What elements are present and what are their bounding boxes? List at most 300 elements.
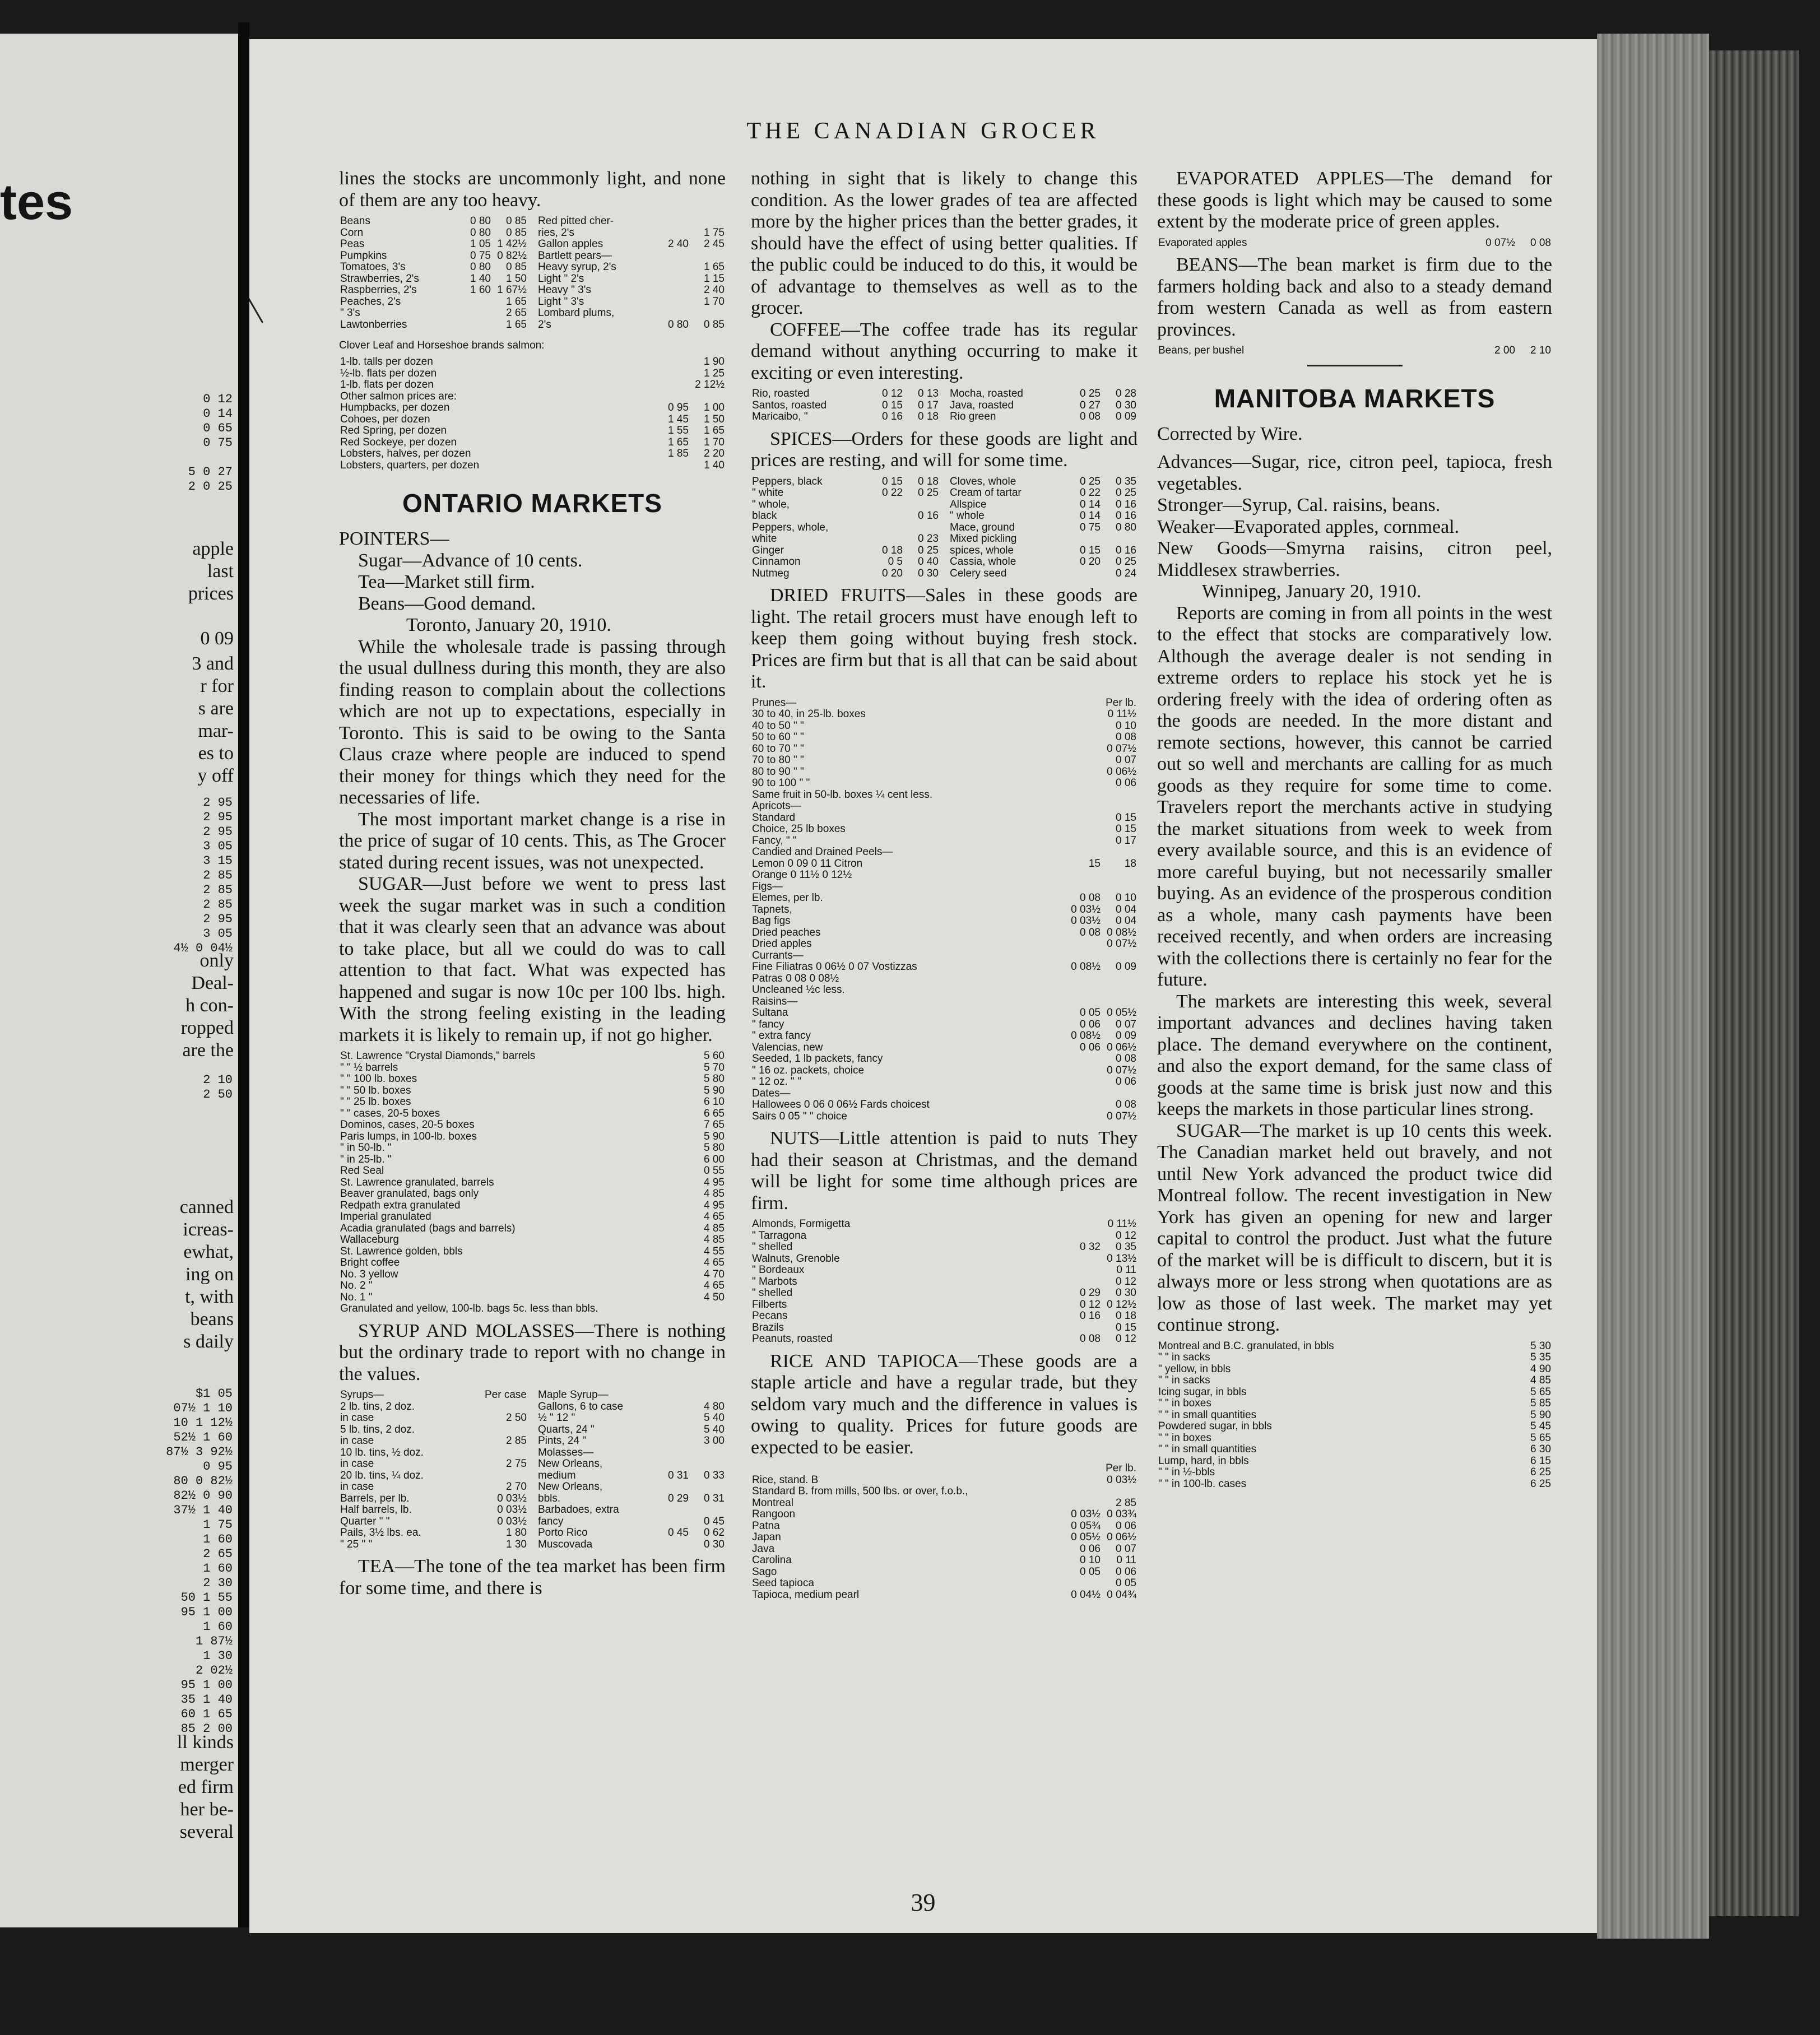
price-row: [1157, 1421, 1552, 1433]
fragment-line: prices: [188, 583, 234, 604]
price-label: Dried apples: [752, 938, 812, 950]
fragment-line: 52½ 1 60: [173, 1430, 233, 1444]
price-low: 0 27: [1080, 399, 1101, 411]
fragment-line: 80 0 82½: [173, 1474, 233, 1488]
price-row: [339, 368, 726, 380]
price-row: [751, 1590, 1138, 1601]
left-page-numbers-c: [203, 1073, 233, 1102]
price-label: Carolina: [752, 1554, 792, 1566]
col2-para-rice: RICE AND TAPIOCA—These goods are a staple article and have a regular trade, but they seldom vary much and the difference in values is owing to quality. Prices for future goods are expected to be easier.: [751, 1350, 1138, 1458]
price-label: Pints, 24 ": [538, 1435, 586, 1447]
price-row: [751, 904, 1138, 916]
price-low: 0 03½: [1071, 915, 1101, 927]
price-high: 0 08: [1116, 731, 1136, 743]
fragment-line: t, with: [185, 1286, 234, 1307]
price-label: Porto Rico: [538, 1527, 588, 1539]
fragment-line: 2 30: [203, 1576, 233, 1590]
price-label: in case: [340, 1458, 374, 1470]
price-low: [1066, 984, 1102, 996]
pointers-list: [339, 550, 726, 615]
price-row: [1157, 1375, 1552, 1387]
price-row: [751, 984, 1138, 996]
price-low: 0 05: [1080, 1565, 1101, 1578]
price-low: 0 29: [668, 1492, 689, 1504]
price-low: [654, 1504, 690, 1516]
fragment-line: are the: [182, 1040, 234, 1061]
price-low: [456, 319, 492, 331]
salmon-title: Clover Leaf and Horseshoe brands salmon:: [339, 340, 545, 351]
price-label: Fine Filiatras 0 06½ 0 07 Vostizzas: [752, 961, 917, 973]
col3-para-sugar: SUGAR—The market is up 10 cents this week. The Canadian market held out bravely, and not until New York advanced the product twice did Montreal follow. The recent investigation in New York has given an opening for new and larger capital to control the product. Just what the future of the market will be is difficult to discern, but it is always more or less strong when quotations are as low as those of last week. The market may yet continue strong.: [1157, 1120, 1552, 1335]
price-label: Prunes—: [752, 696, 797, 709]
price-high: 2 85: [1116, 1497, 1136, 1509]
price-high: [690, 250, 726, 262]
fragment-line: 82½ 0 90: [173, 1489, 233, 1503]
price-label: Icing sugar, in bbls: [1158, 1386, 1247, 1398]
price-row: [339, 1401, 528, 1413]
price-high: 0 30: [1116, 1287, 1136, 1299]
price-row: [751, 938, 1138, 950]
price-high: 0 11: [1116, 1554, 1136, 1566]
price-row: [339, 262, 528, 273]
price-value: 5 90: [1530, 1409, 1551, 1421]
price-high: 0 06½: [1107, 1531, 1136, 1543]
price-high: 0 12½: [1107, 1298, 1136, 1311]
manitoba-markets-heading: MANITOBA MARKETS: [1214, 383, 1496, 413]
price-low: 1 40: [470, 272, 491, 285]
fragment-line: 3 05: [203, 839, 233, 853]
price-label: Sairs 0 05 " " choice: [752, 1110, 847, 1122]
price-label: Elemes, per lb.: [752, 892, 823, 904]
price-row: [1157, 238, 1552, 249]
price-high: [690, 1390, 726, 1401]
price-high: 0 28: [1116, 388, 1136, 399]
price-high: 0 85: [704, 318, 725, 331]
fragment-line: 07½ 1 10: [173, 1401, 233, 1415]
price-row: [339, 391, 726, 403]
fragment-line: 10 1 12½: [173, 1416, 233, 1430]
price-row: [339, 1303, 726, 1315]
price-label: " in 25-lb. ": [340, 1153, 392, 1165]
syrup-tables: [339, 1385, 726, 1556]
price-label: Seed tapioca: [752, 1577, 814, 1589]
price-label: Dried peaches: [752, 926, 821, 938]
price-high: 0 11: [1116, 1264, 1136, 1276]
price-low: 0 22: [882, 487, 903, 499]
price-low: 0 80: [470, 215, 491, 227]
price-high: 0 82½: [497, 249, 527, 262]
price-value: 6 00: [704, 1153, 725, 1165]
price-row: [339, 216, 528, 227]
price-label: " " ½ barrels: [340, 1061, 398, 1074]
fragment-line: 1 30: [203, 1649, 233, 1663]
price-row: [537, 1413, 726, 1424]
price-label: Java: [752, 1542, 775, 1555]
price-row: [949, 476, 1138, 488]
fragment-line: 1 60: [203, 1620, 233, 1634]
price-high: 0 13½: [1107, 1252, 1136, 1265]
price-row: [949, 388, 1138, 400]
price-row: [1157, 1479, 1552, 1490]
price-label: ½ " 12 ": [538, 1412, 575, 1424]
price-row: [339, 1223, 726, 1235]
price-high: 0 06: [1116, 1076, 1136, 1088]
price-row: [339, 1200, 726, 1212]
fragment-line: 95 1 00: [180, 1678, 233, 1692]
price-row: [751, 1544, 1138, 1555]
price-high: 0 07½: [1107, 1064, 1136, 1076]
price-low: [1066, 1578, 1102, 1590]
price-row: [751, 1288, 1138, 1299]
fragment-line: y off: [197, 765, 234, 786]
price-row: [751, 522, 940, 534]
price-low: [1066, 709, 1102, 721]
fragment-line: 5 0 27: [188, 465, 233, 479]
price-low: [1066, 1076, 1102, 1088]
price-high: 1 65: [704, 425, 725, 436]
price-low: 0 07½: [1485, 236, 1515, 249]
price-label: Rio green: [950, 411, 996, 422]
price-low: [1066, 847, 1102, 858]
page-edges: [1597, 34, 1709, 1939]
price-high: 0 18: [1116, 1310, 1136, 1322]
price-label: medium: [538, 1469, 576, 1481]
main-page: [249, 39, 1597, 1933]
canned-right-table: [537, 216, 726, 331]
syrup-right-table: [537, 1390, 726, 1550]
corrected-by-wire: Corrected by Wire.: [1157, 423, 1303, 444]
left-page-words-d: [180, 1196, 234, 1353]
canned-left-table: [339, 216, 528, 331]
price-label: Uncleaned ½c less.: [752, 984, 845, 996]
price-row: [1157, 1341, 1552, 1353]
spices-left-table: [751, 476, 940, 580]
fragment-line: 2 02½: [195, 1664, 233, 1678]
price-label: Redpath extra granulated: [340, 1199, 461, 1211]
price-label: Peaches, 2's: [340, 295, 401, 308]
price-value: 4 85: [704, 1188, 725, 1200]
price-row: [751, 755, 1138, 766]
price-label: Beaver granulated, bags only: [340, 1188, 479, 1200]
price-row: [751, 1555, 1138, 1567]
price-low: 1 60: [470, 284, 491, 296]
price-high: 1 75: [704, 226, 725, 239]
price-label: No. 3 yellow: [340, 1268, 398, 1280]
fragment-line: 2 95: [203, 796, 233, 810]
price-label: 90 to 100 " ": [752, 777, 810, 789]
price-row: [339, 1131, 726, 1143]
price-label: Lemon 0 09 0 11 Citron: [752, 857, 863, 870]
price-row: [751, 568, 940, 580]
price-label: " whole,: [752, 498, 790, 510]
price-label: Walnuts, Grenoble: [752, 1252, 840, 1265]
new-goods-line: New Goods—Smyrna raisins, citron peel, Middlesex strawberries.: [1157, 538, 1552, 580]
price-row: [339, 402, 726, 414]
price-label: Red pitted cher-: [538, 215, 614, 227]
price-label: No. 1 ": [340, 1291, 373, 1303]
left-page-numbers-d: [166, 1387, 233, 1736]
price-row: [751, 709, 1138, 721]
spices-tables: [751, 472, 1138, 586]
price-label: Maple Syrup—: [538, 1389, 609, 1401]
column-1: [339, 168, 726, 1599]
price-label: Pecans: [752, 1310, 788, 1322]
price-high: 0 85: [506, 261, 527, 273]
price-low: 2 40: [668, 238, 689, 250]
fragment-line: her be-: [180, 1799, 234, 1820]
price-low: [654, 356, 690, 368]
price-low: [654, 1435, 690, 1447]
fragment-line: 2 85: [203, 898, 233, 912]
price-value: 0 55: [704, 1165, 725, 1177]
price-low: [448, 1504, 484, 1516]
price-row: [339, 1234, 726, 1246]
col1-para-tea: TEA—The tone of the tea market has been firm for some time, and there is: [339, 1556, 726, 1599]
price-label: " " 25 lb. boxes: [340, 1096, 411, 1108]
fragment-line: s are: [198, 698, 234, 719]
price-row: [339, 1424, 528, 1436]
fragment-line: 85 2 00: [180, 1722, 233, 1736]
price-high: 0 16: [918, 510, 939, 522]
price-low: [1066, 721, 1102, 732]
price-row: [537, 1493, 726, 1505]
price-row: [1157, 345, 1552, 357]
price-label: 10 lb. tins, ½ doz.: [340, 1446, 424, 1458]
price-high: 0 05: [1116, 1577, 1136, 1589]
price-low: [654, 285, 690, 296]
nuts-table: [751, 1219, 1138, 1345]
fragment-line: merger: [180, 1754, 234, 1775]
fragment-line: canned: [179, 1197, 234, 1218]
price-row: [1157, 1456, 1552, 1467]
price-label: " " in boxes: [1158, 1397, 1211, 1409]
price-label: Choice, 25 lb boxes: [752, 823, 846, 835]
price-low: [868, 533, 904, 545]
price-row: [537, 319, 726, 331]
price-label: Patras 0 08 0 08½: [752, 972, 839, 984]
price-row: [339, 356, 726, 368]
fragment-line: ll kinds: [177, 1732, 234, 1753]
book-gutter: [238, 22, 249, 1927]
price-high: 0 09: [1116, 411, 1136, 422]
price-row: [949, 411, 1138, 423]
fragment-line: 3 15: [203, 854, 233, 868]
price-low: 0 06: [1080, 1041, 1101, 1053]
price-row: [751, 778, 1138, 789]
price-label: Orange 0 11½ 0 12½: [752, 869, 852, 881]
price-row: [751, 388, 940, 400]
price-low: 0 05½: [1071, 1531, 1101, 1543]
price-low: 0 08: [1080, 1333, 1101, 1345]
price-label: 5 lb. tins, 2 doz.: [340, 1423, 415, 1435]
price-label: " " in sacks: [1158, 1374, 1210, 1386]
price-label: New Orleans,: [538, 1458, 603, 1470]
price-label: in case: [340, 1435, 374, 1447]
price-row: [751, 1532, 1138, 1544]
col3-para-markets: The markets are interesting this week, several important advances and declines having taken place. The demand everywhere on the continent, and also the export demand, for the same class of goods at the same time is brisk just now and this keeps the markets in those particular lines strong.: [1157, 991, 1552, 1119]
price-value: 4 70: [704, 1268, 725, 1280]
price-high: 0 16: [1116, 544, 1136, 556]
price-high: 0 08: [1116, 1053, 1136, 1065]
price-label: " " in sacks: [1158, 1351, 1210, 1363]
pointer-item: Sugar—Advance of 10 cents.: [358, 550, 583, 571]
price-row: [339, 1108, 726, 1120]
evaporated-apples-table: [1157, 238, 1552, 249]
price-low: [654, 379, 690, 391]
price-label: Figs—: [752, 880, 783, 893]
price-label: Strawberries, 2's: [340, 272, 419, 285]
price-low: [654, 216, 690, 227]
price-label: Filberts: [752, 1298, 787, 1311]
price-low: [654, 1516, 690, 1528]
price-low: [448, 1470, 484, 1482]
price-high: [690, 1447, 726, 1459]
price-value: 4 90: [1530, 1363, 1551, 1375]
beans-table: [1157, 345, 1552, 357]
price-high: 0 04: [1116, 903, 1136, 916]
fragment-line: [188, 450, 233, 465]
price-label: Seeded, 1 lb packets, fancy: [752, 1053, 883, 1065]
price-row: [751, 721, 1138, 732]
price-row: [751, 1276, 1138, 1288]
price-label: Montreal and B.C. granulated, in bbls: [1158, 1340, 1334, 1352]
col1-intro: lines the stocks are uncommonly light, and none of them are any too heavy.: [339, 168, 726, 211]
price-high: 0 18: [918, 411, 939, 422]
stronger-line: Stronger—Syrup, Cal. raisins, beans.: [1157, 495, 1441, 515]
price-row: [751, 556, 940, 568]
price-low: [448, 1539, 484, 1551]
price-high: [690, 1481, 726, 1493]
price-label: Dominos, cases, 20-5 boxes: [340, 1119, 475, 1131]
price-label: 30 to 40, in 25-lb. boxes: [752, 708, 866, 720]
fragment-line: s daily: [183, 1331, 234, 1352]
price-high: 0 25: [1116, 556, 1136, 568]
price-low: [1066, 789, 1102, 801]
price-row: [537, 1504, 726, 1516]
price-row: [537, 1447, 726, 1459]
price-high: [690, 391, 726, 403]
price-low: [868, 522, 904, 534]
price-high: [1102, 847, 1138, 858]
fragment-line: 37½ 1 40: [173, 1503, 233, 1517]
price-label: Brazils: [752, 1321, 784, 1334]
price-value: 6 30: [1530, 1443, 1551, 1455]
price-low: 1 05: [470, 238, 491, 250]
price-label: 50 to 60 " ": [752, 731, 804, 743]
price-low: 0 10: [1080, 1554, 1101, 1566]
price-low: [1066, 1111, 1102, 1123]
price-low: [1066, 1065, 1102, 1077]
price-low: 0 04½: [1071, 1588, 1101, 1601]
price-high: 2 20: [704, 448, 725, 459]
price-high: [1102, 1486, 1138, 1498]
price-row: [751, 870, 1138, 881]
price-row: [751, 400, 940, 412]
price-row: [751, 1019, 1138, 1031]
price-label: Heavy syrup, 2's: [538, 261, 616, 273]
price-high: 0 11½: [1107, 1218, 1136, 1230]
price-high: [690, 1458, 726, 1470]
price-row: [751, 510, 940, 522]
price-row: [339, 1269, 726, 1281]
price-label: Gallons, 6 to case: [538, 1400, 624, 1413]
price-row: [537, 273, 726, 285]
price-low: [654, 460, 690, 472]
price-high: 1 65: [506, 295, 527, 308]
price-label: Light " 3's: [538, 295, 584, 308]
price-label: Lawtonberries: [340, 318, 407, 331]
price-row: [751, 1253, 1138, 1265]
price-low: 1 65: [668, 436, 689, 448]
price-row: [537, 239, 726, 250]
price-low: [1066, 812, 1102, 824]
price-label: Allspice: [950, 498, 987, 510]
price-label: Tapnets,: [752, 903, 792, 916]
price-low: 0 80: [668, 318, 689, 331]
coffee-tables: [751, 384, 1138, 429]
price-high: 0 24: [1116, 567, 1136, 579]
price-low: 0 16: [882, 411, 903, 422]
price-low: [1066, 533, 1102, 545]
price-row: [1157, 1444, 1552, 1456]
price-low: 0 80: [470, 226, 491, 239]
price-label: Red Spring, per dozen: [340, 425, 447, 436]
price-high: 0 07½: [1107, 742, 1136, 755]
price-row: [751, 893, 1138, 904]
price-high: 0 07: [1116, 1542, 1136, 1555]
price-label: " whole: [950, 510, 985, 522]
fragment-line: only: [199, 950, 234, 971]
price-low: [1066, 1475, 1102, 1486]
price-row: [949, 568, 1138, 580]
price-low: [654, 1390, 690, 1401]
fragment-line: 87½ 3 92½: [166, 1445, 233, 1459]
price-high: 0 40: [918, 556, 939, 568]
fragment-line: 50 1 55: [180, 1591, 233, 1605]
price-row: [339, 1447, 528, 1459]
fragment-line: 0 65: [203, 421, 233, 435]
coffee-left-table: [751, 388, 940, 423]
price-label: Peas: [340, 238, 365, 250]
price-low: [448, 1481, 484, 1493]
price-label: Hallowees 0 06 0 06½ Fards choicest: [752, 1099, 930, 1111]
price-label: Red Seal: [340, 1165, 384, 1177]
price-label: Valencias, new: [752, 1041, 823, 1053]
advances-line: Advances—Sugar, rice, citron peel, tapioca, fresh vegetables.: [1157, 452, 1552, 494]
fragment-line: 2 95: [203, 810, 233, 824]
price-low: [654, 227, 690, 239]
price-low: [1066, 996, 1102, 1008]
fragment-line: ropped: [180, 1018, 234, 1038]
price-low: 0 05: [1080, 1007, 1101, 1019]
col1-para-1: While the wholesale trade is passing through the usual dullness during this month, they are also finding reason to complain about the collections which are not up to expectations, especially in Toronto. This is said to be owing to the Santa Claus craze where people are induced to spend their money for things which they need for the necessaries of life.: [339, 636, 726, 808]
price-value: 6 15: [1530, 1455, 1551, 1467]
price-row: [751, 1230, 1138, 1242]
price-label: ½-lb. flats per dozen: [340, 367, 437, 379]
fragment-line: ed firm: [178, 1777, 234, 1797]
price-high: [1102, 870, 1138, 881]
price-label: in case: [340, 1412, 374, 1424]
price-low: 0 5: [888, 556, 903, 568]
price-row: [339, 1257, 726, 1269]
price-low: 0 14: [1080, 510, 1101, 522]
price-row: [751, 732, 1138, 744]
price-label: Lombard plums,: [538, 307, 615, 319]
price-label: Apricots—: [752, 800, 801, 812]
price-row: [339, 1413, 528, 1424]
price-label: " in 50-lb. ": [340, 1142, 392, 1154]
fragment-line: 2 0 25: [188, 480, 233, 494]
